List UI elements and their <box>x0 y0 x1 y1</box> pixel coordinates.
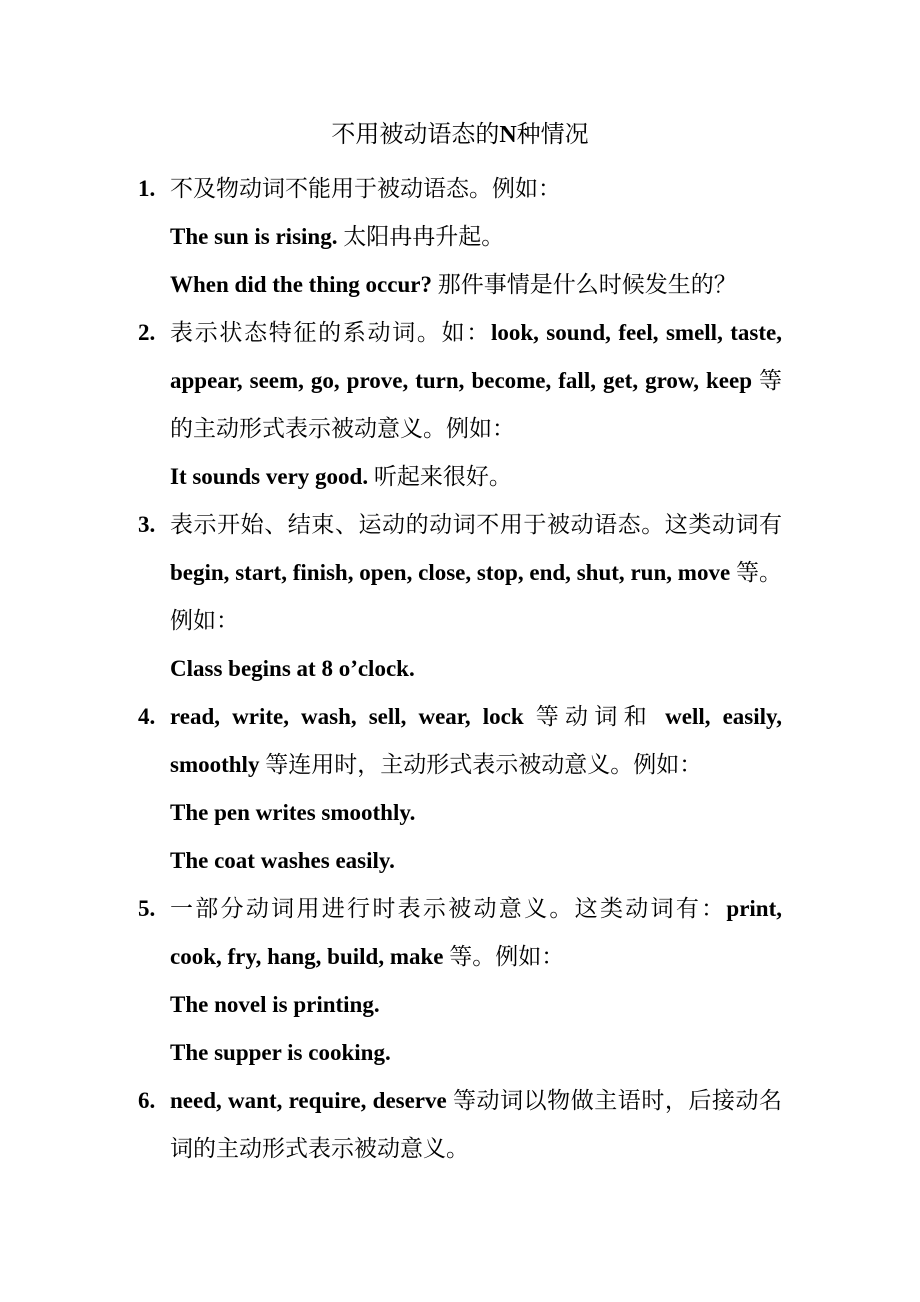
rule-number: 3. <box>138 512 156 537</box>
english-term: print, cook, fry, hang, build, make <box>170 896 782 969</box>
rule-item-6 <box>138 1077 782 1173</box>
example-sentence <box>170 645 782 693</box>
rule-list <box>138 165 782 1173</box>
example-sentence <box>170 1029 782 1077</box>
title-part-2: N <box>499 122 517 148</box>
rule-number: 5. <box>138 896 156 921</box>
rule-number: 1. <box>138 176 156 201</box>
rule-item-3 <box>138 501 782 693</box>
chinese-text: 等。例如： <box>443 944 565 969</box>
example-sentence <box>170 261 782 309</box>
page-title <box>0 117 920 153</box>
example-english: When did the thing occur? <box>170 272 432 297</box>
example-sentence <box>170 213 782 261</box>
rule-description <box>170 309 782 453</box>
example-sentence <box>170 789 782 837</box>
title-part-1: 不用被动语态的 <box>331 122 500 148</box>
example-sentence <box>170 453 782 501</box>
chinese-text: 等连用时，主动形式表示被动意义。例如： <box>259 752 703 777</box>
english-term: well, easily, smoothly <box>170 704 782 777</box>
example-english: The sun is rising. <box>170 224 338 249</box>
chinese-text: 等动词和 <box>523 704 666 729</box>
rule-item-4 <box>138 693 782 885</box>
example-translation: 那件事情是什么时候发生的？ <box>431 272 737 297</box>
chinese-text: 等动词以物做主语时，后接动名词的主动形式表示被动意义。 <box>170 1088 782 1161</box>
rule-description <box>170 885 782 981</box>
example-english: The pen writes smoothly. <box>170 800 416 825</box>
title-part-3: 种情况 <box>516 122 589 148</box>
chinese-text: 不及物动词不能用于被动语态。例如： <box>170 176 561 201</box>
example-sentence <box>170 837 782 885</box>
english-term: begin, start, finish, open, close, stop, end, shut, run, move <box>170 560 731 585</box>
chinese-text: 一部分动词用进行时表示被动意义。这类动词有： <box>170 896 727 921</box>
example-english: It sounds very good. <box>170 464 369 489</box>
rule-number: 6. <box>138 1088 156 1113</box>
rule-item-1 <box>138 165 782 309</box>
rule-number: 2. <box>138 320 156 345</box>
chinese-text: 等的主动形式表示被动意义。例如： <box>170 368 782 441</box>
chinese-text: 表示状态特征的系动词。如： <box>170 320 491 345</box>
example-english: The coat washes easily. <box>170 848 395 873</box>
english-term: read, write, wash, sell, wear, lock <box>170 704 524 729</box>
rule-description <box>170 1077 782 1173</box>
example-english: The novel is printing. <box>170 992 380 1017</box>
example-english: The supper is cooking. <box>170 1040 391 1065</box>
rule-item-5 <box>138 885 782 1077</box>
example-translation: 太阳冉冉升起。 <box>337 224 505 249</box>
rule-item-2 <box>138 309 782 501</box>
rule-description <box>170 501 782 645</box>
chinese-text: 等。例如： <box>170 560 782 633</box>
rule-number: 4. <box>138 704 156 729</box>
example-english: Class begins at 8 o’clock. <box>170 656 415 681</box>
chinese-text: 表示开始、结束、运动的动词不用于被动语态。这类动词有 <box>170 512 782 537</box>
english-term: look, sound, feel, smell, taste, appear, seem, go, prove, turn, become, fall, get, grow, keep <box>170 320 782 393</box>
example-translation: 听起来很好。 <box>368 464 512 489</box>
example-sentence <box>170 981 782 1029</box>
rule-description <box>170 693 782 789</box>
rule-description <box>170 165 782 213</box>
english-term: need, want, require, deserve <box>170 1088 447 1113</box>
